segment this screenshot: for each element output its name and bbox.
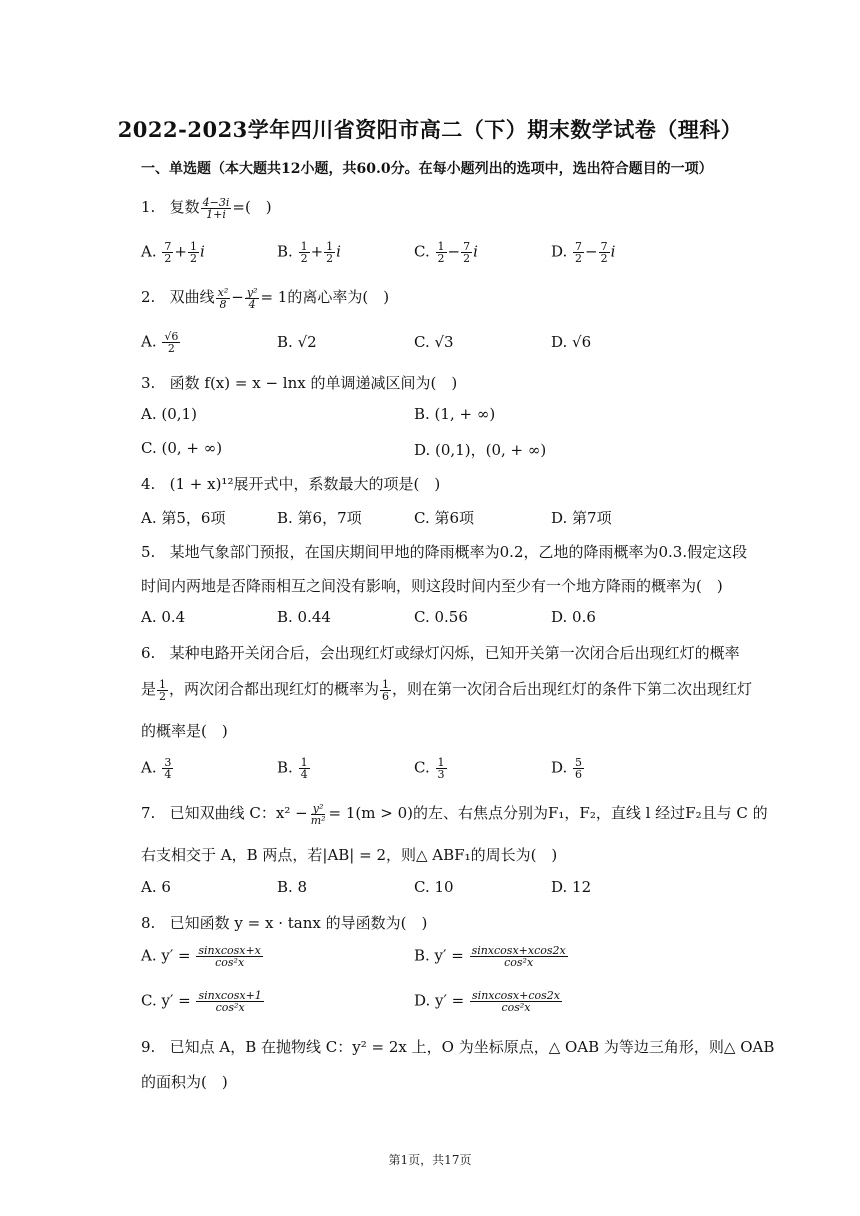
q8-option-c: C. y′ = $\frac{\text{sinxcosx+1}}{\text{cos²x}}$ xyxy=(141,989,262,1014)
q8-option-b: B. y′ = $\frac{\text{sinxcosx+xcos2x}}{\text{cos²x}}$ xyxy=(414,944,566,969)
q6-option-c: C. $\frac{1}{3}$ xyxy=(414,756,445,781)
q2-option-d: D. √6 xyxy=(551,333,592,351)
q4-option-d: D. 第7项 xyxy=(551,509,612,527)
q4-option-b: B. 第6，7项 xyxy=(277,509,362,527)
q7-option-b: B. 8 xyxy=(277,878,308,896)
q6-option-b: B. $\frac{1}{4}$ xyxy=(277,756,308,781)
q5-option-d: D. 0.6 xyxy=(551,608,596,626)
q3-option-a: A. (0,1) xyxy=(141,405,197,423)
question-8: 8. 已知函数 y = x · tanx 的导函数为( ) xyxy=(141,914,428,932)
q6-option-d: D. $\frac{5}{6}$ xyxy=(551,756,583,781)
q5-option-a: A. 0.4 xyxy=(141,608,186,626)
q2-option-c: C. √3 xyxy=(414,333,454,351)
q1-option-b: B. $\frac{1}{2}$ + $\frac{1}{2}$ i xyxy=(277,240,341,265)
question-6-cont: 是 $\frac{1}{2}$ ，两次闭合都出现红灯的概率为 $\frac{1}{6}$ ，则在第一次闭合后出现红灯的条件下第二次出现红灯 xyxy=(141,677,753,703)
q5-option-b: B. 0.44 xyxy=(277,608,331,626)
q4-option-c: C. 第6项 xyxy=(414,509,475,527)
q3-option-b: B. (1, + ∞) xyxy=(414,405,496,423)
question-5-cont: 时间内两地是否降雨相互之间没有影响，则这段时间内至少有一个地方降雨的概率为( ) xyxy=(141,577,723,595)
q2-option-a: A. $\frac{√6}{2}$ xyxy=(141,330,179,355)
q1-option-d: D. $\frac{7}{2}$ − $\frac{7}{2}$ i xyxy=(551,240,616,265)
question-2: 2. 双曲线 $\frac{\text{x²}}{8}$ − $\frac{\text{y²}}{4}$ = 1的离心率为( ) xyxy=(141,285,390,311)
q3-option-c: C. (0, + ∞) xyxy=(141,439,223,457)
q8-option-d: D. y′ = $\frac{\text{sinxcosx+cos2x}}{\text{cos²x}}$ xyxy=(414,989,560,1014)
q7-option-a: A. 6 xyxy=(141,878,171,896)
question-7-cont: 右支相交于 A，B 两点，若|AB| = 2，则△ ABF₁的周长为( ) xyxy=(141,846,558,864)
q2-option-b: B. √2 xyxy=(277,333,317,351)
section-heading: 一、单选题（本大题共12小题，共60.0分。在每小题列出的选项中，选出符合题目的一项） xyxy=(141,161,713,177)
page-footer: 第1页，共17页 xyxy=(388,1153,472,1167)
question-9-cont: 的面积为( ) xyxy=(141,1073,228,1091)
question-9: 9. 已知点 A，B 在抛物线 C：y² = 2x 上，O 为坐标原点，△ OAB 为等边三角形，则△ OAB xyxy=(141,1038,775,1056)
q1-option-c: C. $\frac{1}{2}$ − $\frac{7}{2}$ i xyxy=(414,240,478,265)
question-1: 1. 复数 $\frac{4-3i}{1+i}$ =( ) xyxy=(141,195,272,221)
question-4: 4. (1 + x)¹²展开式中，系数最大的项是( ) xyxy=(141,475,441,493)
question-6: 6. 某种电路开关闭合后，会出现红灯或绿灯闪烁，已知开关第一次闭合后出现红灯的概率 xyxy=(141,644,740,662)
q8-option-a: A. y′ = $\frac{\text{sinxcosx+x}}{\text{cos²x}}$ xyxy=(141,944,261,969)
question-6-cont2: 的概率是( ) xyxy=(141,722,228,740)
question-5: 5. 某地气象部门预报，在国庆期间甲地的降雨概率为0.2，乙地的降雨概率为0.3.假定这段 xyxy=(141,543,748,561)
q4-option-a: A. 第5，6项 xyxy=(141,509,226,527)
q7-option-c: C. 10 xyxy=(414,878,454,896)
q5-option-c: C. 0.56 xyxy=(414,608,468,626)
page-title: 2022-2023学年四川省资阳市高二（下）期末数学试卷（理科） xyxy=(117,117,743,142)
q6-option-a: A. $\frac{3}{4}$ xyxy=(141,756,172,781)
q7-option-d: D. 12 xyxy=(551,878,592,896)
q3-option-d: D. (0,1)，(0, + ∞) xyxy=(414,441,547,459)
question-7: 7. 已知双曲线 C：x² − $\frac{\text{y²}}{\text{m²}}$ = 1(m > 0)的左、右焦点分别为F₁，F₂，直线 l 经过F₂且与 C 的 xyxy=(141,801,768,827)
question-3: 3. 函数 f(x) = x − lnx 的单调递减区间为( ) xyxy=(141,374,458,392)
q1-option-a: A. $\frac{7}{2}$ + $\frac{1}{2}$ i xyxy=(141,240,205,265)
